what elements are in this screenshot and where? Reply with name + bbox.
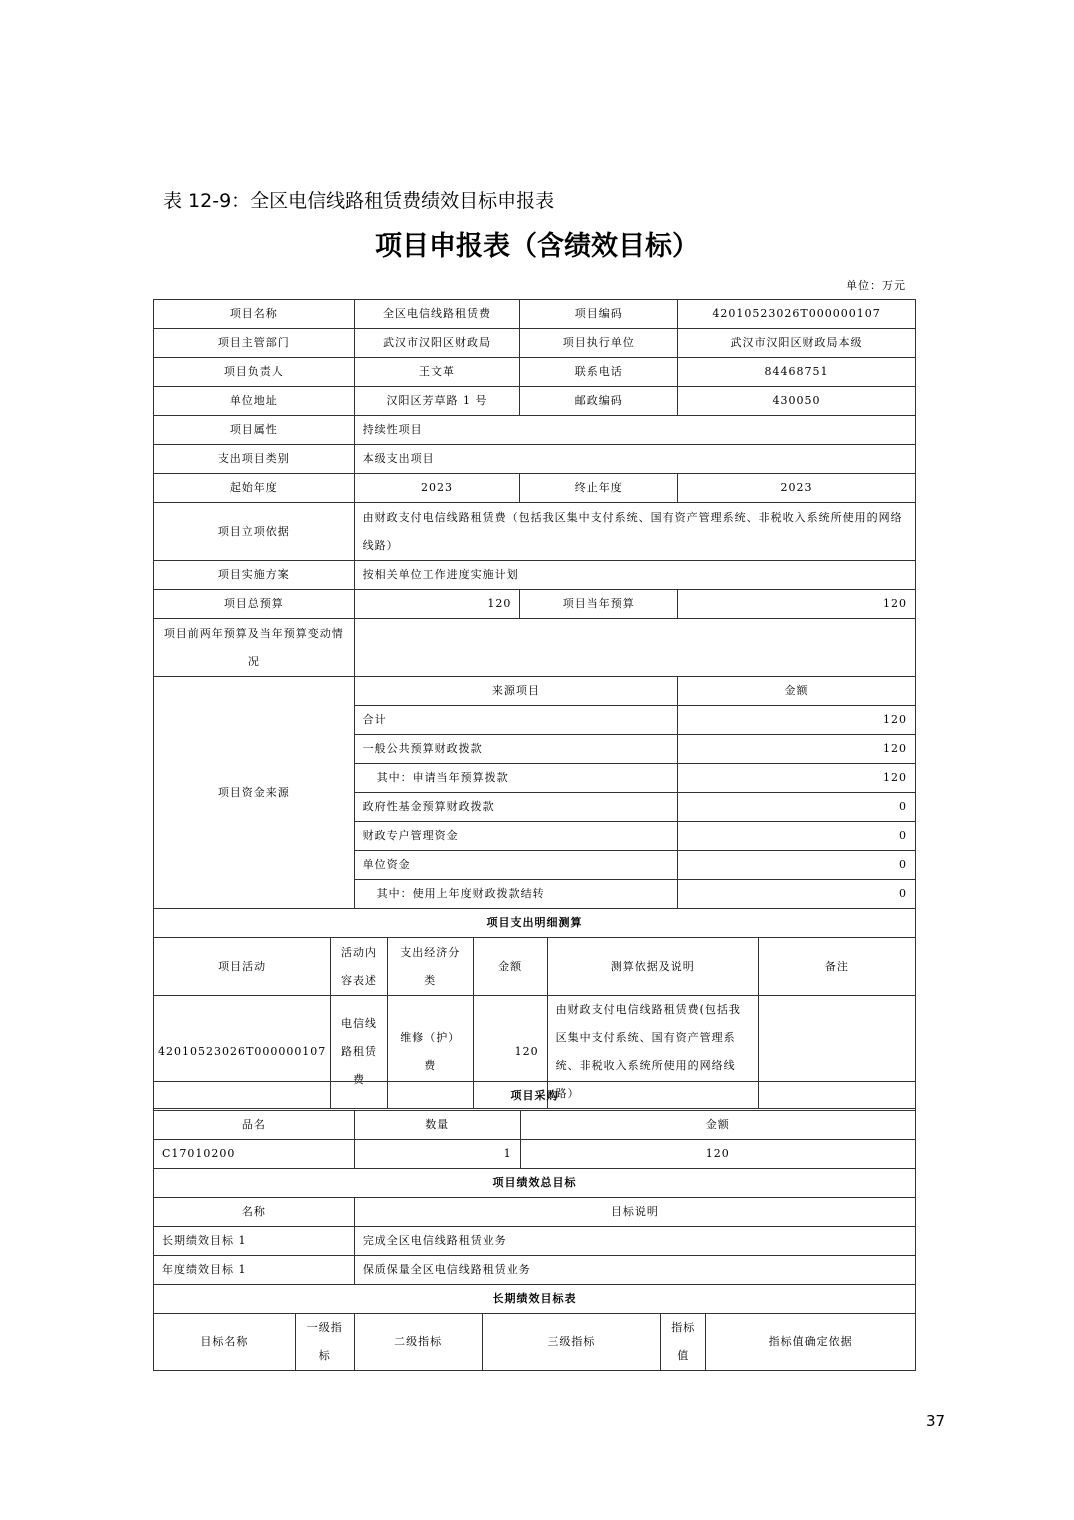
leader-label: 项目负责人 xyxy=(154,358,355,387)
expense-content: 电信线路租赁费 xyxy=(331,996,387,1109)
procurement-amount: 120 xyxy=(520,1140,915,1169)
funding-row-name: 合计 xyxy=(354,706,677,735)
exec-unit-value: 武汉市汉阳区财政局本级 xyxy=(678,329,916,358)
expense-header: 金额 xyxy=(473,938,547,996)
phone-label: 联系电话 xyxy=(520,358,678,387)
procurement-goals-table xyxy=(153,1081,916,1314)
declaration-form xyxy=(153,299,916,1370)
funding-col-source: 来源项目 xyxy=(354,677,677,706)
leader-value: 王文革 xyxy=(354,358,520,387)
funding-row-name: 其中：使用上年度财政拨款结转 xyxy=(354,880,677,909)
funding-row-amount: 0 xyxy=(678,851,916,880)
basis-value: 由财政支付电信线路租赁费（包括我区集中支付系统、国有资产管理系统、非税收入系统所使用的网络线路） xyxy=(354,503,915,561)
basis-label: 项目立项依据 xyxy=(154,503,355,561)
goal-name: 长期绩效目标 1 xyxy=(154,1227,355,1256)
funding-row-amount: 0 xyxy=(678,880,916,909)
goals-header: 目标说明 xyxy=(354,1198,915,1227)
goal-desc: 完成全区电信线路租赁业务 xyxy=(354,1227,915,1256)
funding-row-name: 政府性基金预算财政拨款 xyxy=(354,793,677,822)
expense-header: 活动内容表述 xyxy=(331,938,387,996)
long-term-header: 指标值确定依据 xyxy=(706,1314,916,1371)
exec-unit-label: 项目执行单位 xyxy=(520,329,678,358)
funding-col-amount: 金额 xyxy=(678,677,916,706)
year-budget-value: 120 xyxy=(678,590,916,619)
expense-section-title: 项目支出明细测算 xyxy=(154,909,916,938)
postcode-value: 430050 xyxy=(678,387,916,416)
long-term-header: 二级指标 xyxy=(354,1314,482,1371)
goals-section-title: 项目绩效总目标 xyxy=(154,1169,916,1198)
end-year-value: 2023 xyxy=(678,474,916,503)
dept-value: 武汉市汉阳区财政局 xyxy=(354,329,520,358)
category-label: 支出项目类别 xyxy=(154,445,355,474)
expense-header: 测算依据及说明 xyxy=(547,938,758,996)
plan-value: 按相关单位工作进度实施计划 xyxy=(354,561,915,590)
dept-label: 项目主管部门 xyxy=(154,329,355,358)
unit-label: 单位：万元 xyxy=(846,279,906,292)
goal-name: 年度绩效目标 1 xyxy=(154,1256,355,1285)
goal-desc: 保质保量全区电信线路租赁业务 xyxy=(354,1256,915,1285)
attr-value: 持续性项目 xyxy=(354,416,915,445)
expense-activity: 42010523026T000000107 xyxy=(154,996,331,1109)
expense-header: 备注 xyxy=(758,938,915,996)
start-year-label: 起始年度 xyxy=(154,474,355,503)
funding-row-name: 单位资金 xyxy=(354,851,677,880)
procurement-qty: 1 xyxy=(354,1140,520,1169)
project-code-label: 项目编码 xyxy=(520,300,678,329)
procurement-header: 品名 xyxy=(154,1111,355,1140)
expense-header: 项目活动 xyxy=(154,938,331,996)
expense-header: 支出经济分类 xyxy=(387,938,473,996)
funding-row-name: 财政专户管理资金 xyxy=(354,822,677,851)
end-year-label: 终止年度 xyxy=(520,474,678,503)
funding-row-amount: 0 xyxy=(678,793,916,822)
total-budget-value: 120 xyxy=(354,590,520,619)
funding-row-name: 一般公共预算财政拨款 xyxy=(354,735,677,764)
funding-row-amount: 0 xyxy=(678,822,916,851)
procurement-item: C17010200 xyxy=(154,1140,355,1169)
postcode-label: 邮政编码 xyxy=(520,387,678,416)
total-budget-label: 项目总预算 xyxy=(154,590,355,619)
procurement-header: 金额 xyxy=(520,1111,915,1140)
budget-change-value xyxy=(354,619,915,677)
address-label: 单位地址 xyxy=(154,387,355,416)
budget-change-label: 项目前两年预算及当年预算变动情况 xyxy=(154,619,355,677)
attr-label: 项目属性 xyxy=(154,416,355,445)
long-term-table xyxy=(153,1313,916,1371)
start-year-value: 2023 xyxy=(354,474,520,503)
expense-note: 由财政支付电信线路租赁费(包括我区集中支付系统、国有资产管理系统、非税收入系统所使用的网络线路） xyxy=(547,996,758,1109)
funding-label: 项目资金来源 xyxy=(154,677,355,909)
address-value: 汉阳区芳草路 1 号 xyxy=(354,387,520,416)
long-term-header: 一级指标 xyxy=(295,1314,354,1371)
procurement-section-title: 项目采购 xyxy=(154,1082,916,1111)
long-term-header: 三级指标 xyxy=(482,1314,661,1371)
funding-row-name: 其中：申请当年预算拨款 xyxy=(354,764,677,793)
long-term-section-title: 长期绩效目标表 xyxy=(154,1285,916,1314)
funding-row-amount: 120 xyxy=(678,764,916,793)
long-term-header: 目标名称 xyxy=(154,1314,296,1371)
table-caption: 表 12-9：全区电信线路租赁费绩效目标申报表 xyxy=(163,190,555,212)
funding-row-amount: 120 xyxy=(678,735,916,764)
expense-econ-class: 维修（护）费 xyxy=(387,996,473,1109)
phone-value: 84468751 xyxy=(678,358,916,387)
category-value: 本级支出项目 xyxy=(354,445,915,474)
project-name-label: 项目名称 xyxy=(154,300,355,329)
expense-table xyxy=(153,908,916,1109)
page-title: 项目申报表（含绩效目标） xyxy=(375,231,699,262)
info-table xyxy=(153,299,916,909)
page-number: 37 xyxy=(926,1412,946,1430)
goals-header: 名称 xyxy=(154,1198,355,1227)
procurement-header: 数量 xyxy=(354,1111,520,1140)
plan-label: 项目实施方案 xyxy=(154,561,355,590)
year-budget-label: 项目当年预算 xyxy=(520,590,678,619)
expense-amount: 120 xyxy=(473,996,547,1109)
project-name-value: 全区电信线路租赁费 xyxy=(354,300,520,329)
funding-row-amount: 120 xyxy=(678,706,916,735)
project-code-value: 42010523026T000000107 xyxy=(678,300,916,329)
long-term-header: 指标值 xyxy=(661,1314,706,1371)
